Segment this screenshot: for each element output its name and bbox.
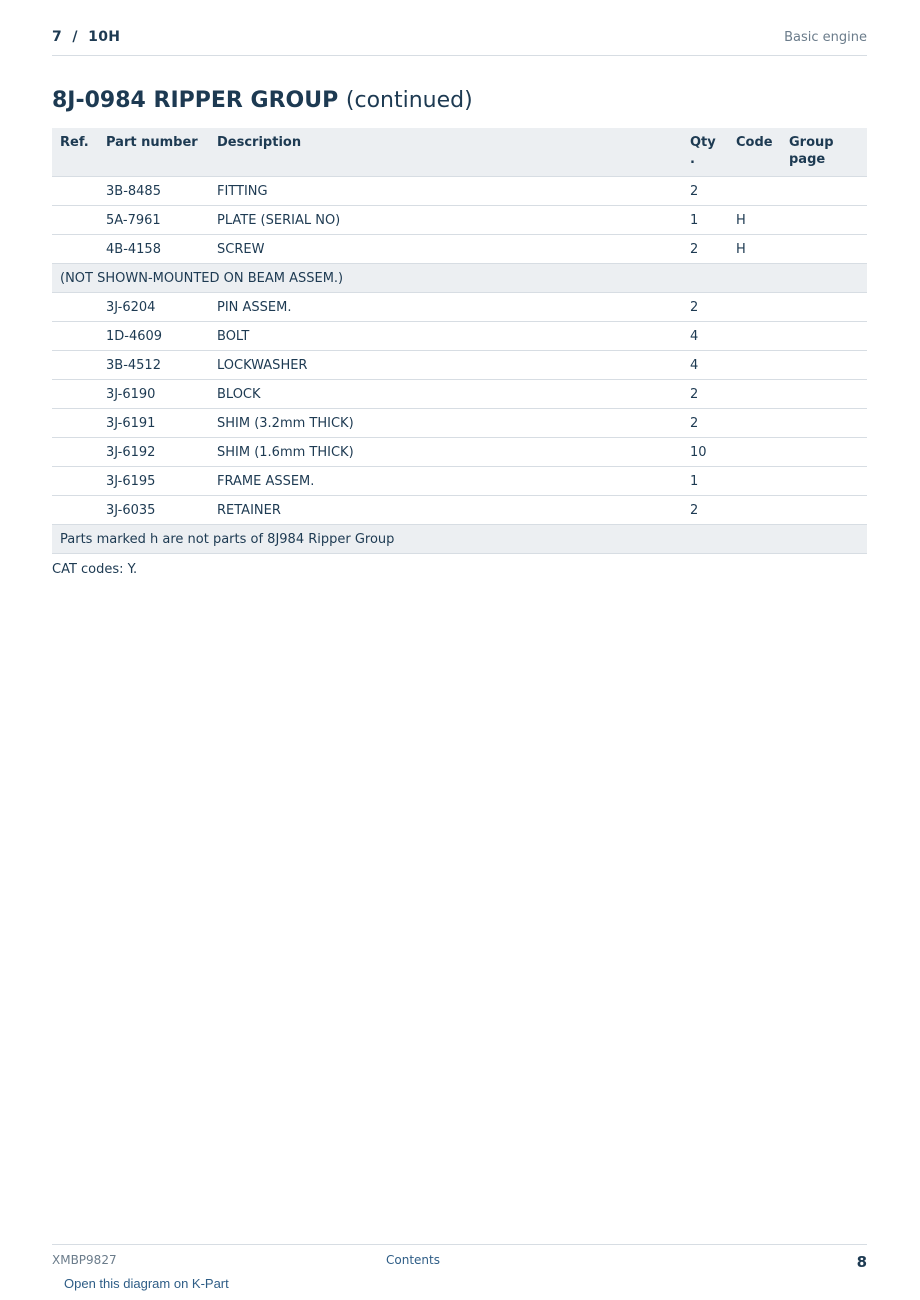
table-row [52, 496, 867, 525]
cell-qty: 2 [682, 380, 728, 409]
cell-ref [52, 235, 98, 264]
cell-group-page [781, 438, 867, 467]
cell-code [728, 438, 781, 467]
cell-code [728, 496, 781, 525]
header-group-page: Group page [781, 128, 867, 177]
table-note: Parts marked h are not parts of 8J984 Ripper Group [52, 525, 867, 554]
cell-qty: 10 [682, 438, 728, 467]
cell-group-page [781, 235, 867, 264]
cell-description: SHIM (3.2mm THICK) [209, 409, 682, 438]
header-description: Description [209, 128, 682, 177]
cell-description: BOLT [209, 322, 682, 351]
header-qty: Qty . [682, 128, 728, 177]
cell-group-page [781, 380, 867, 409]
table-row [52, 322, 867, 351]
parts-table-body [52, 177, 867, 554]
cell-ref [52, 409, 98, 438]
cell-description: PIN ASSEM. [209, 293, 682, 322]
cat-codes-note: CAT codes: Y. [52, 562, 138, 577]
table-row [52, 235, 867, 264]
header-ref: Ref. [52, 128, 98, 177]
cell-group-page [781, 322, 867, 351]
cell-part-number: 3J-6190 [98, 380, 209, 409]
cell-group-page [781, 467, 867, 496]
cell-part-number: 3J-6195 [98, 467, 209, 496]
section-name: Basic engine [784, 30, 867, 45]
table-row [52, 206, 867, 235]
header-part-number: Part number [98, 128, 209, 177]
cell-code [728, 467, 781, 496]
cell-ref [52, 467, 98, 496]
cell-group-page [781, 206, 867, 235]
cell-code [728, 322, 781, 351]
cell-part-number: 1D-4609 [98, 322, 209, 351]
cell-qty: 4 [682, 322, 728, 351]
cell-qty: 4 [682, 351, 728, 380]
open-kpart-link[interactable]: Open this diagram on K-Part [64, 1276, 229, 1291]
cell-qty: 2 [682, 235, 728, 264]
cell-description: SCREW [209, 235, 682, 264]
cell-description: BLOCK [209, 380, 682, 409]
cell-code [728, 293, 781, 322]
cell-description: FITTING [209, 177, 682, 206]
cell-part-number: 3J-6035 [98, 496, 209, 525]
cell-group-page [781, 496, 867, 525]
page-title-main: 8J-0984 RIPPER GROUP [52, 88, 339, 113]
cell-group-page [781, 293, 867, 322]
cell-qty: 2 [682, 293, 728, 322]
cell-ref [52, 438, 98, 467]
cell-group-page [781, 409, 867, 438]
cell-code [728, 351, 781, 380]
table-row [52, 438, 867, 467]
page-header [52, 27, 867, 56]
cell-qty: 1 [682, 206, 728, 235]
page-title [52, 88, 473, 113]
table-row [52, 351, 867, 380]
cell-ref [52, 322, 98, 351]
cell-qty: 1 [682, 467, 728, 496]
page-title-suffix: (continued) [345, 88, 473, 113]
cell-description: FRAME ASSEM. [209, 467, 682, 496]
cell-ref [52, 496, 98, 525]
cell-qty: 2 [682, 409, 728, 438]
cell-code [728, 409, 781, 438]
cell-qty: 2 [682, 177, 728, 206]
table-header-row [52, 128, 867, 177]
page-footer [52, 1244, 867, 1275]
table-note-row [52, 525, 867, 554]
cell-description: PLATE (SERIAL NO) [209, 206, 682, 235]
cell-part-number: 4B-4158 [98, 235, 209, 264]
table-note: (NOT SHOWN-MOUNTED ON BEAM ASSEM.) [52, 264, 867, 293]
cell-ref [52, 206, 98, 235]
cell-code: H [728, 206, 781, 235]
table-row [52, 293, 867, 322]
cell-ref [52, 351, 98, 380]
cell-code [728, 380, 781, 409]
table-row [52, 409, 867, 438]
table-row [52, 467, 867, 496]
cell-group-page [781, 177, 867, 206]
cell-ref [52, 177, 98, 206]
cell-description: LOCKWASHER [209, 351, 682, 380]
breadcrumb: 7 / 10H [52, 29, 121, 45]
cell-group-page [781, 351, 867, 380]
table-note-row [52, 264, 867, 293]
cell-description: RETAINER [209, 496, 682, 525]
cell-ref [52, 293, 98, 322]
document-id: XMBP9827 [52, 1253, 117, 1267]
header-code: Code [728, 128, 781, 177]
cell-code: H [728, 235, 781, 264]
cell-part-number: 3B-4512 [98, 351, 209, 380]
cell-qty: 2 [682, 496, 728, 525]
cell-part-number: 3B-8485 [98, 177, 209, 206]
cell-code [728, 177, 781, 206]
contents-link[interactable]: Contents [386, 1253, 440, 1267]
cell-part-number: 3J-6204 [98, 293, 209, 322]
cell-part-number: 3J-6191 [98, 409, 209, 438]
cell-ref [52, 380, 98, 409]
cell-part-number: 3J-6192 [98, 438, 209, 467]
cell-part-number: 5A-7961 [98, 206, 209, 235]
cell-description: SHIM (1.6mm THICK) [209, 438, 682, 467]
page-number: 8 [856, 1253, 867, 1271]
table-row [52, 380, 867, 409]
parts-table [52, 128, 867, 554]
table-row [52, 177, 867, 206]
